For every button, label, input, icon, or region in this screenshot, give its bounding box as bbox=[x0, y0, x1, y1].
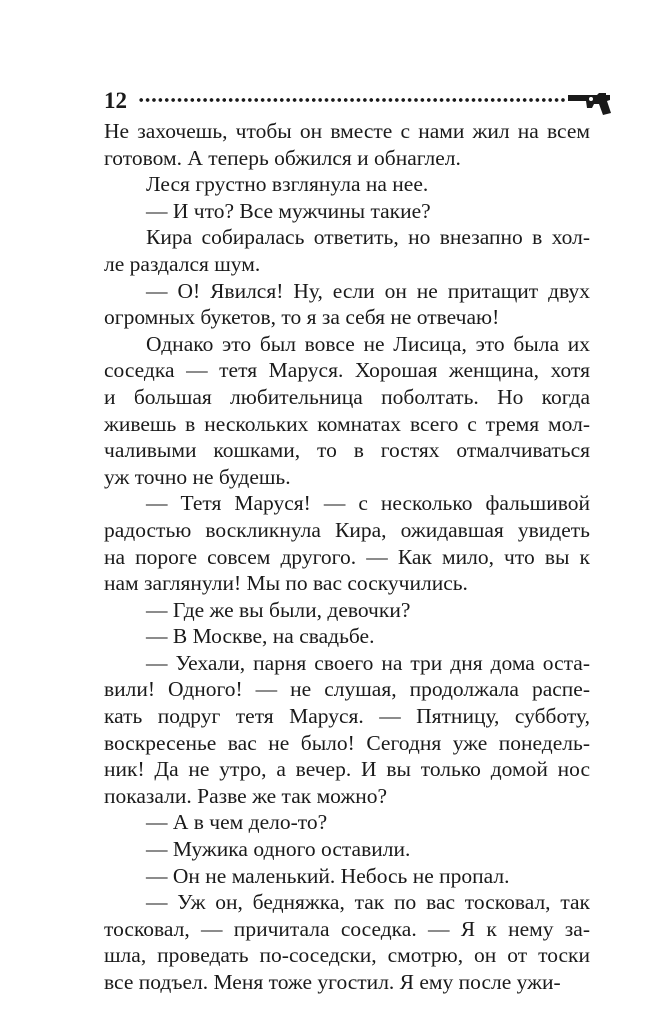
text-line: — А в чем дело-то? bbox=[146, 810, 328, 835]
text-line: ле раздался шум. bbox=[104, 251, 261, 276]
page-body bbox=[104, 118, 590, 996]
page-number: 12 bbox=[104, 88, 127, 113]
paragraph bbox=[104, 118, 590, 171]
text-line: уж точно не будешь. bbox=[104, 464, 291, 489]
text-line: — О! Явился! Ну, если он не притащит двух bbox=[146, 278, 590, 303]
text-line: — Он не маленький. Небось не пропал. bbox=[146, 863, 510, 888]
text-line: радостью воскликнула Кира, ожидавшая увидеть bbox=[104, 517, 590, 542]
text-line: Однако это был вовсе не Лисица, это была их bbox=[146, 331, 590, 356]
text-line: — Где же вы были, девочки? bbox=[146, 597, 411, 622]
paragraph bbox=[104, 889, 590, 995]
text-line: чаливыми кошками, то в гостях отмалчиваться bbox=[104, 438, 590, 463]
paragraph bbox=[104, 836, 590, 863]
text-line: — В Москве, на свадьбе. bbox=[146, 624, 375, 649]
text-line: нам заглянули! Мы по вас соскучились. bbox=[104, 571, 468, 596]
text-line: все подъел. Меня тоже угостил. Я ему после ужи- bbox=[104, 970, 561, 994]
revolver-icon bbox=[566, 86, 612, 116]
text-line: готовом. А теперь обжился и обнаглел. bbox=[104, 145, 461, 170]
paragraph bbox=[104, 198, 590, 225]
text-line: Леся грустно взглянула на нее. bbox=[146, 172, 429, 197]
running-header bbox=[104, 86, 612, 116]
text-line: Не захочешь, чтобы он вместе с нами жил на всем bbox=[104, 119, 590, 143]
paragraph bbox=[104, 171, 590, 198]
text-line: — Мужика одного оставили. bbox=[146, 837, 411, 862]
text-line: — И что? Все мужчины такие? bbox=[146, 198, 431, 223]
text-line: Кира собиралась ответить, но внезапно в хол- bbox=[146, 225, 590, 250]
paragraph bbox=[104, 490, 590, 596]
text-line: — Уехали, парня своего на три дня дома оста- bbox=[146, 650, 590, 675]
text-line: огромных букетов, то я за себя не отвечаю! bbox=[104, 305, 500, 330]
paragraph bbox=[104, 623, 590, 650]
paragraph bbox=[104, 863, 590, 890]
paragraph bbox=[104, 331, 590, 491]
paragraph bbox=[104, 278, 590, 331]
text-line: шла, проведать по-соседски, смотрю, он от тоски bbox=[104, 943, 590, 968]
paragraph bbox=[104, 809, 590, 836]
text-line: показали. Разве же так можно? bbox=[104, 783, 388, 808]
text-line: на пороге совсем другого. — Как мило, что вы к bbox=[104, 544, 590, 569]
text-line: и большая любительница поболтать. Но когда bbox=[104, 384, 590, 409]
dotted-leader bbox=[138, 98, 566, 102]
text-line: ник! Да не утро, а вечер. И вы только домой нос bbox=[104, 757, 590, 782]
paragraph bbox=[104, 650, 590, 810]
text-line: вили! Одного! — не слушая, продолжала распе- bbox=[104, 677, 590, 702]
text-line: воскресенье вас не было! Сегодня уже понедель- bbox=[104, 730, 590, 755]
text-line: соседка — тетя Маруся. Хорошая женщина, хотя bbox=[104, 358, 590, 383]
text-line: — Уж он, бедняжка, так по вас тосковал, так bbox=[146, 890, 590, 915]
text-line: тосковал, — причитала соседка. — Я к нему за- bbox=[104, 916, 590, 941]
text-line: кать подруг тетя Маруся. — Пятницу, субботу, bbox=[104, 704, 590, 729]
text-line: — Тетя Маруся! — с несколько фальшивой bbox=[146, 491, 590, 516]
paragraph bbox=[104, 597, 590, 624]
paragraph bbox=[104, 224, 590, 277]
text-line: живешь в нескольких комнатах всего с тремя мол- bbox=[104, 411, 590, 436]
